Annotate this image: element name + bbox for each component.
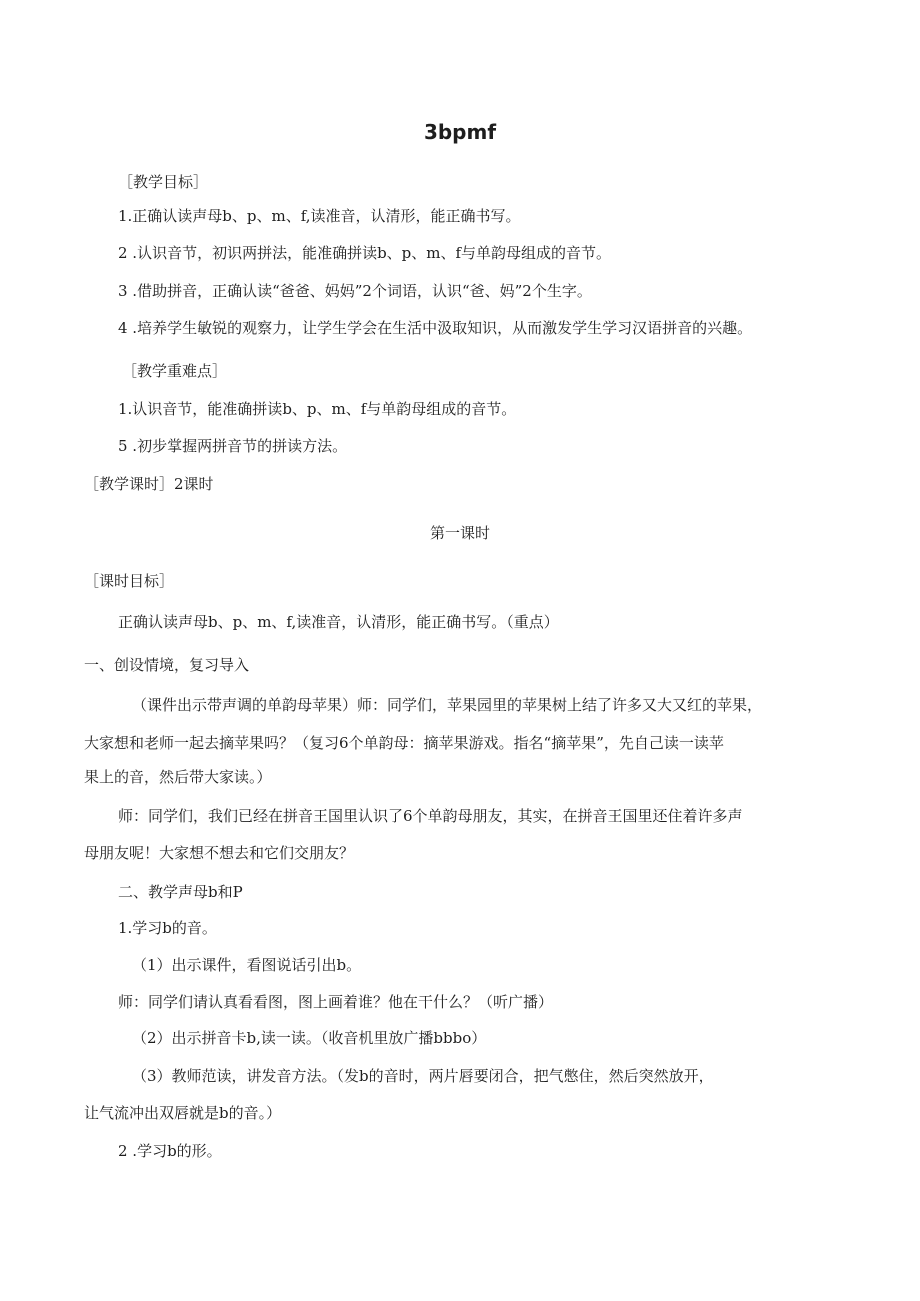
step-2: 2 .学习b的形。 bbox=[118, 1142, 222, 1160]
para1-line-3: 果上的音，然后带大家读。） bbox=[84, 768, 272, 786]
step-1-3-line-1: （3）教师范读，讲发音方法。（发b的音时，两片唇要闭合，把气憋住，然后突然放开， bbox=[132, 1067, 714, 1085]
document-title: 3bpmf bbox=[423, 120, 497, 144]
step-1-3-line-2: 让气流冲出双唇就是b的音。） bbox=[84, 1104, 282, 1122]
objective-item-3: 3 .借助拼音，正确认读“爸爸、妈妈”2个词语，认识“爸、妈”2个生字。 bbox=[118, 282, 592, 300]
section-2-heading: 二、教学声母b和P bbox=[118, 883, 243, 901]
teacher-question: 师：同学们请认真看看图，图上画着谁？他在干什么？（听广播） bbox=[118, 993, 554, 1011]
para2-line-2: 母朋友呢！大家想不想去和它们交朋友？ bbox=[84, 844, 355, 862]
key-point-item-2: 5 .初步掌握两拼音节的拼读方法。 bbox=[118, 437, 348, 455]
class-hours: ［教学课时］2课时 bbox=[84, 475, 214, 493]
step-1: 1.学习b的音。 bbox=[118, 919, 217, 937]
objectives-heading: ［教学目标］ bbox=[118, 173, 209, 191]
step-1-1: （1）出示课件，看图说话引出b。 bbox=[132, 956, 362, 974]
lesson-goal: 正确认读声母b、p、m、f,读准音，认清形，能正确书写。（重点） bbox=[118, 613, 559, 631]
lesson-title: 第一课时 bbox=[429, 524, 490, 542]
objective-item-1: 1.正确认读声母b、p、m、f,读准音，认清形，能正确书写。 bbox=[118, 207, 521, 225]
key-point-item-1: 1.认识音节，能准确拼读b、p、m、f与单韵母组成的音节。 bbox=[118, 400, 517, 418]
para1-line-2: 大家想和老师一起去摘苹果吗？（复习6个单韵母：摘苹果游戏。指名“摘苹果”，先自己读一读苹 bbox=[84, 734, 724, 752]
key-points-heading: ［教学重难点］ bbox=[122, 362, 228, 380]
section-1-heading: 一、创设情境，复习导入 bbox=[84, 656, 250, 674]
objective-item-4: 4 .培养学生敏锐的观察力，让学生学会在生活中汲取知识，从而激发学生学习汉语拼音的兴趣。 bbox=[118, 319, 753, 337]
para1-line-1: （课件出示带声调的单韵母苹果）师：同学们，苹果园里的苹果树上结了许多又大又红的苹果， bbox=[132, 696, 763, 714]
objective-item-2: 2 .认识音节，初识两拼法，能准确拼读b、p、m、f与单韵母组成的音节。 bbox=[118, 244, 612, 262]
step-1-2: （2）出示拼音卡b,读一读。（收音机里放广播bbbo） bbox=[132, 1029, 487, 1047]
lesson-goal-heading: ［课时目标］ bbox=[84, 572, 175, 590]
para2-line-1: 师：同学们，我们已经在拼音王国里认识了6个单韵母朋友，其实，在拼音王国里还住着许多声 bbox=[118, 807, 743, 825]
